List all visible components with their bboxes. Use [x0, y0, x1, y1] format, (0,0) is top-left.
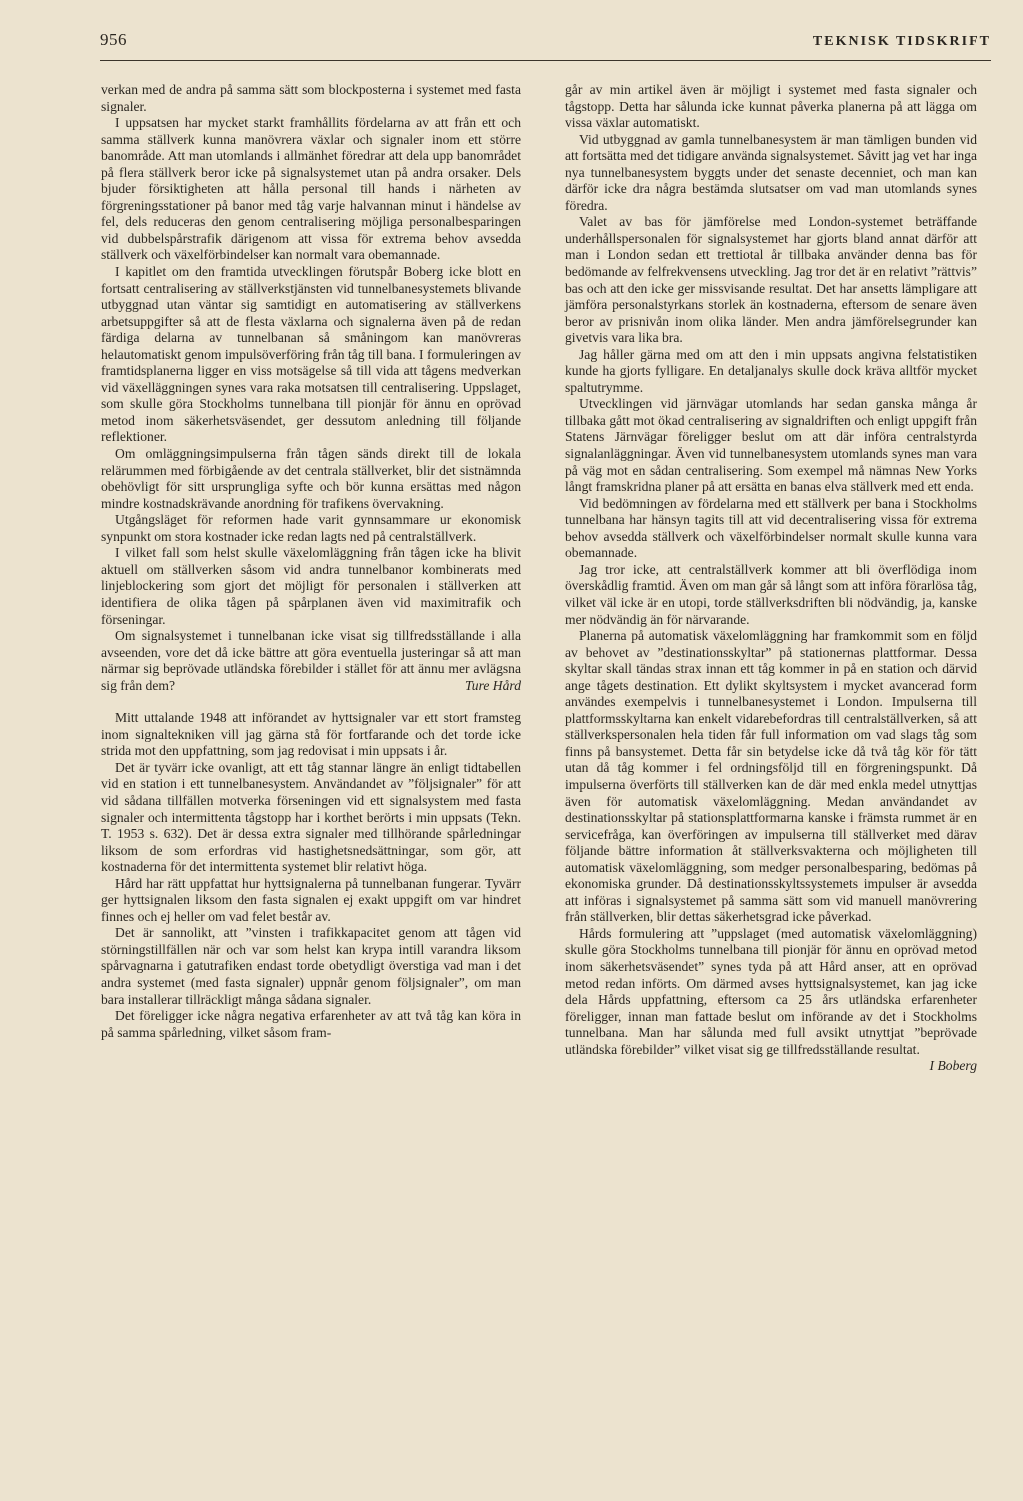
page-number: 956	[100, 30, 127, 49]
paragraph: Jag tror icke, att centralställverk kommer att bli överflödiga inom överskådlig framtid. Även om man går så långt som att införa förarlösa tåg, vilket väl icke är en utopi, torde ställverksdriften bli nödvändig, ja, kanske mer nödvändig än för närvarande.	[565, 561, 977, 627]
paragraph: Mitt uttalande 1948 att införandet av hyttsignaler var ett stort framsteg inom signaltekniken vill jag gärna stå för fortfarande och det torde icke strida mot den uppfattning, som jag redovisat i min uppsats i år.	[101, 710, 521, 759]
paragraph: Utvecklingen vid järnvägar utomlands har sedan ganska många år tillbaka gått mot ökad centralisering av signaldriften och enligt uppgift från Statens Järnvägar föreligger beslut om att där införa centralstyrda signalanläggningar. Även vid tunnelbanesystem utomlands synes man vara på väg mot en sådan centralisering. Som exempel må nämnas New Yorks långt framskridna planer på att ersätta en banas elva ställverk med ett enda.	[565, 396, 977, 495]
paragraph: går av min artikel även är möjligt i systemet med fasta signaler och tågstopp. Detta har sålunda icke kunnat påverka planerna på att lägga om vissa växlar automatiskt.	[565, 82, 977, 131]
author-signature: I Boberg	[929, 1058, 977, 1074]
paragraph-text: Hårds formulering att ”uppslaget (med automatisk växelomläggning) skulle göra Stockholms tunnelbana till pionjär för ännu en oprövad metod inom säkerhetsväsendet” synes tyda på att Hård anser, att en oprövad metod redan införts. Om därmed avses hyttsignalsystemet, kan jag icke dela Hårds uppfattning, eftersom ca 25 års utländska erfarenheter föreligger, innan man fattade beslut om införande av det i Stockholms tunnelbana. Man har sålunda med full avsikt utnyttjat ”beprövade utländska förebilder” vilket visat sig ge tillfredsställande resultat.	[565, 925, 977, 1057]
paragraph: Utgångsläget för reformen hade varit gynnsammare ur ekonomisk synpunkt om stora kostnader icke redan lagts ned på centralställverk.	[101, 512, 521, 544]
paragraph: verkan med de andra på samma sätt som blockposterna i systemet med fasta signaler.	[101, 82, 521, 114]
section-gap	[101, 694, 521, 710]
paragraph: Om omläggningsimpulserna från tågen sänds direkt till de lokala relärummen med förbigående av det centrala ställverket, blir det sistnämnda obehövligt för sitt ursprungliga syfte och bör kunna ersättas med någon mindre kostnadskrävande anordning för trafikens övervakning.	[101, 446, 521, 511]
paragraph-text: Om signalsystemet i tunnelbanan icke visat sig tillfredsställande i alla avseenden, vore det då icke bättre att göra eventuella justeringar så att man närmar sig beprövade utländska förebilder i stället för att ännu mer avlägsna sig från dem?	[101, 628, 521, 693]
paragraph: Vid bedömningen av fördelarna med ett ställverk per bana i Stockholms tunnelbana har hänsyn tagits till att vid decentralisering vissa för extrema behov avsedda ställverk och växelförbindelser normalt skulle kunna vara obemannade.	[565, 495, 977, 561]
paragraph: Det är tyvärr icke ovanligt, att ett tåg stannar längre än enligt tidtabellen vid en station i ett tunnelbanesystem. Användandet av ”följsignaler” för att vid sådana tillfällen motverka förseningen vid ett signalsystem med fasta signaler och intermittenta tågstopp har i korthet berörts i min uppsats (Tekn. T. 1953 s. 632). Det är dessa extra signaler med tillhörande spårledningar liksom de som erfordras vid hastighetsnedsättningar, som gör, att kostnaderna för det intermittenta systemet blir relativt höga.	[101, 759, 521, 875]
paragraph: I uppsatsen har mycket starkt framhållits fördelarna av att från ett och samma ställverk kunna manövrera växlar och signaler inom ett större banområde. Att man utomlands i allmänhet föredrar att dela upp banområdet på flera ställverk beror icke på signalsystemet utan på andra orsaker. Dels bjuder försiktigheten att hålla personal till hands i närheten av förgreningsstationer på banor med tåg varje halvannan minut i händelse av fel, dels reduceras den genom centralisering möjliga personalbesparingen vid dubbelspårstrafik därigenom att vissa för extrema behov avsedda ställverk och växelförbindelser kan normalt vara obemannade.	[101, 115, 521, 263]
paragraph-with-signature	[101, 628, 521, 694]
paragraph: Hård har rätt uppfattat hur hyttsignalerna på tunnelbanan fungerar. Tyvärr ger hyttsignalen liksom den fasta signalen ej exakt uppgift om var hindret finnes och ej heller om vad felet består av.	[101, 875, 521, 924]
paragraph: Valet av bas för jämförelse med London-systemet beträffande underhållspersonalen för signalsystemet har gjorts bland annat därför att man i London sedan ett trettiotal år tillbaka använder denna bas för bedömande av felfrekvensens utveckling. Jag tror det är en relativt ”rättvis” bas och att den icke ger missvisande resultat. Det har ansetts lämpligare att jämföra personalstyrkans storlek än kostnaderna, eftersom de senare även beror av prisnivån inom olika länder. Men andra jämförelsegrunder kan givetvis vara lika bra.	[565, 214, 977, 346]
header-rule	[100, 60, 991, 61]
paragraph: Vid utbyggnad av gamla tunnelbanesystem är man tämligen bunden vid att fortsätta med det tidigare använda signalsystemet. Såvitt jag vet har inga nya tunnelbanesystem byggts under det senaste decenniet, och man kan därför icke dra några bestämda slutsatser om vad man utomlands synes föredra.	[565, 131, 977, 213]
journal-title: TEKNISK TIDSKRIFT	[812, 34, 991, 49]
author-signature: Ture Hård	[464, 677, 521, 693]
paragraph: I kapitlet om den framtida utvecklingen förutspår Boberg icke blott en fortsatt centralisering av ställverkstjänsten vid tunnelbanesystemets blivande utbyggnad utan väntar sig samtidigt en automatisering av ställverkens arbetsuppgifter så att de flesta växlarna och signalerna även på de redan färdiga delarna av tunnelbanan så småningom kan manövreras helautomatiskt genom impulsöverföring från tåg till bana. I formuleringen av framtidsplanerna ligger en viss motsägelse så till vida att tågens medverkan vid växelläggningen synes vara raka motsatsen till centralisering. Uppslaget, som skulle göra Stockholms tunnelbana till pionjär för ännu en oprövad metod inom säkerhetsväsendet, ger dessutom anledning till följande reflektioner.	[101, 264, 521, 445]
right-column	[565, 82, 977, 1075]
paragraph: Planerna på automatisk växelomläggning har framkommit som en följd av behovet av ”destinationsskyltar” på stationernas plattformar. Dessa skyltar skall tändas strax innan ett tåg kommer in på en station och därvid ange tågets destination. Ett dylikt skyltsystem i mycket avancerad form användes exempelvis i tunnelbanesystemet i London. Impulserna till plattformsskyltarna kan enkelt vidarebefordras till centralställverken, så att ställverkspersonalen hela tiden får full information om vad slags tåg som finns på bansystemet. Detta får sin betydelse icke då två tåg kör för tätt utan då tåg kommer i fel ordningsföljd till en förgreningspunkt. Då impulserna överförts till ställverken kan de där med enkla medel utnyttjas även för automatisk växelomläggning. Medan användandet av destinationsskyltar på stationsplattformarna kanske i främsta rummet är en servicefråga, kan överföringen av impulserna till ställverket med därav följande bättre information åt ställverksvakterna och möjligheten till automatisk växelomläggning, som medger personalbesparing, bedömas på ekonomiska grunder. Då destinationsskyltssystemets impulser är avsedda att införas i signalsystemet på samma sätt som vid manuell manövrering från ställverken, blir dettas säkerhetsgrad icke påverkad.	[565, 628, 977, 925]
paragraph: I vilket fall som helst skulle växelomläggning från tågen icke ha blivit aktuell om ställverken såsom vid andra tunnelbanor kombinerats med linjeblockering som gjort det möjligt för personalen i ställverken att identifiera de olika tågen på spårplanen även vid maximitrafik och förseningar.	[101, 545, 521, 627]
paragraph: Det föreligger icke några negativa erfarenheter av att två tåg kan köra in på samma spårledning, vilket såsom fram-	[101, 1008, 521, 1040]
paragraph: Jag håller gärna med om att den i min uppsats angivna felstatistiken kunde ha gjorts fylligare. En detaljanalys skulle dock kräva alltför mycket spaltutrymme.	[565, 346, 977, 395]
paragraph-with-signature	[565, 925, 977, 1074]
paragraph: Det är sannolikt, att ”vinsten i trafikkapacitet genom att tågen vid störningstillfällen när och var som helst kan krypa intill varandra liksom spårvagnarna i gatutrafiken endast torde obetydligt överstiga vad man i det andra systemet (med fasta signaler) uppnår genom följsignaler”, om man bara installerar tillräckligt många sådana signaler.	[101, 925, 521, 1007]
left-column	[101, 82, 521, 1041]
